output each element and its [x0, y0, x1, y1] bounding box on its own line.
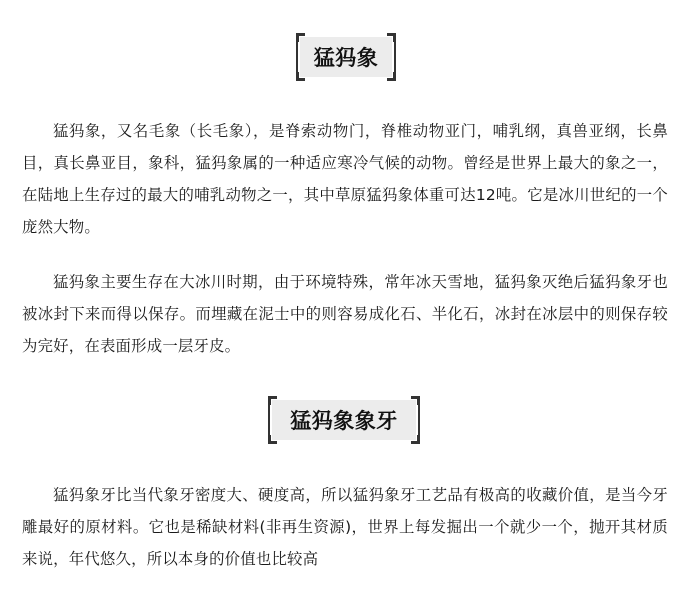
section-heading-text: 猛犸象象牙 [290, 409, 398, 433]
bracket-bar-decoration [418, 402, 420, 438]
paragraph-intro: 猛犸象，又名毛象（长毛象），是脊索动物门，脊椎动物亚门，哺乳纲，真兽亚纲，长鼻目，真长鼻亚目，象科，猛犸象属的一种适应寒冷气候的动物。曾经是世界上最大的象之一，在陆地上生存过的最大的哺乳动物之一，其中草原猛犸象体重可达12吨。它是冰川世纪的一个庞然大物。 [22, 122, 668, 236]
section-heading-text: 猛犸象 [313, 46, 379, 70]
section-heading-mammoth [300, 37, 392, 77]
bracket-bar-decoration [296, 39, 298, 75]
paragraph-ivory-value: 猛犸象牙比当代象牙密度大、硬度高，所以猛犸象牙工艺品有极高的收藏价值，是当今牙雕最好的原材料。它也是稀缺材料(非再生资源)，世界上每发掘出一个就少一个，抛开其材质来说，年代悠久，所以本身的价值也比较高 [22, 486, 668, 568]
paragraph-habitat: 猛犸象主要生存在大冰川时期，由于环境特殊，常年冰天雪地，猛犸象灭绝后猛犸象牙也被冰封下来而得以保存。而埋藏在泥士中的则容易成化石、半化石，冰封在冰层中的则保存较为完好，在表面形成一层牙皮。 [22, 273, 668, 355]
section-heading-mammoth-ivory [272, 400, 416, 440]
bracket-bar-decoration [394, 39, 396, 75]
bracket-bar-decoration [268, 402, 270, 438]
